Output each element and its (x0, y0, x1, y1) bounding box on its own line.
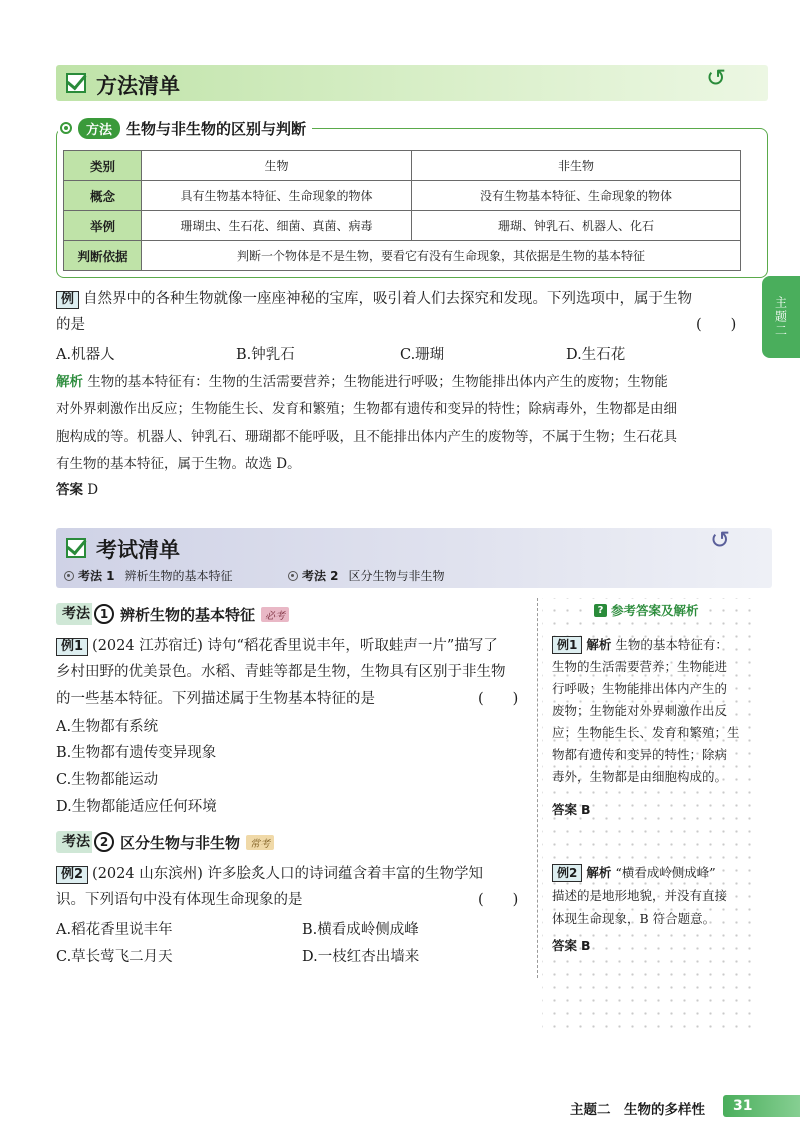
answer-line (56, 477, 98, 505)
answer-value: D (87, 482, 99, 498)
option-d: D.生物都能适应任何环境 (56, 799, 217, 815)
answer-2-line: 描述的是地形地貌，并没有直接 (552, 888, 728, 903)
answer-1-line: 物都有遗传和变异的特性；除病 (552, 747, 728, 762)
check-icon (66, 538, 86, 558)
answer-1-line: 应；生物能生长、发育和繁殖；生 (552, 725, 740, 740)
method-tag: 方法 (78, 118, 120, 139)
kaofa-number: 1 (94, 604, 114, 624)
answer-1-line: 生物的生活需要营养；生物能进 (552, 659, 728, 674)
answer-blank: ( ) (478, 691, 519, 707)
question-line: (2024 江苏宿迁) 诗句“稻花香里说丰年，听取蛙声一片”描写了 (92, 638, 498, 654)
must-badge: 必考 (261, 607, 289, 622)
answer-panel-heading (590, 601, 703, 619)
target-icon (60, 122, 72, 134)
option-d: D.生石花 (566, 347, 626, 363)
analysis-line: 有生物的基本特征，属于生物。故选 D。 (56, 456, 301, 472)
answer-1-line: 毒外，生物都是由细胞构成的。 (552, 769, 728, 784)
table-cell: 判断依据 (64, 241, 142, 271)
analysis-label: 解析 (56, 374, 83, 390)
table-cell: 生物 (142, 151, 412, 181)
answer-value: B (581, 938, 591, 953)
question-line: 的一些基本特征。下列描述属于生物基本特征的是 (56, 691, 375, 707)
answer-1-result (552, 799, 591, 821)
chip-label: 考法 1 (78, 569, 115, 583)
question-line: (2024 山东滨州) 许多脍炙人口的诗词蕴含着丰富的生物学知 (92, 866, 483, 882)
example-tag: 例2 (56, 866, 88, 884)
example-question (56, 861, 531, 887)
answer-panel-title: 参考答案及解析 (611, 603, 699, 618)
option-c: C.草长莺飞二月天 (56, 949, 173, 965)
chapter-tab[interactable]: 主题二 (762, 276, 800, 358)
option-d: D.一枝红杏出墙来 (302, 949, 420, 965)
analysis-line (56, 369, 756, 397)
analysis-line: 对外界刺激作出反应；生物能生长、发育和繁殖；生物都有遗传和变异的特性；除病毒外，生物都是由细 (56, 401, 677, 417)
kaofa-title: 区分生物与非生物 (120, 833, 241, 852)
option-b: B.生物都有遗传变异现象 (56, 745, 217, 761)
answer-1-line (552, 634, 752, 656)
analysis-text: 生物的基本特征有：生物的生活需要营养；生物能进行呼吸；生物能排出体内产生的废物；生物能 (87, 374, 668, 390)
option-a: A.生物都有系统 (56, 719, 159, 735)
chip-label: 考法 2 (302, 569, 339, 583)
question-line: 乡村田野的优美景色。水稻、青蛙等都是生物，生物具有区别于非生物 (56, 664, 506, 680)
method-heading-text: 生物与非生物的区别与判断 (126, 119, 307, 138)
key-icon: ? (594, 604, 607, 617)
analysis-label: 解析 (586, 865, 612, 880)
answer-1-line: 行呼吸；生物能排出体内产生的 (552, 681, 728, 696)
kaofa-title: 辨析生物的基本特征 (120, 605, 256, 624)
table-cell: 珊瑚虫、生石花、细菌、真菌、病毒 (142, 211, 412, 241)
answer-value: B (581, 802, 591, 817)
comparison-table (63, 150, 741, 271)
table-row (64, 151, 741, 181)
panel-divider (537, 598, 538, 978)
example-question (56, 286, 756, 312)
analysis-text: “横看成岭侧成峰” (615, 865, 716, 880)
kaofa-1-heading (56, 603, 289, 625)
question-line: 自然界中的各种生物就像一座座神秘的宝库，吸引着人们去探究和发现。下列选项中，属于生物 (83, 291, 693, 307)
answer-2-line: 体现生命现象，B 符合题意。 (552, 911, 716, 926)
answer-blank: ( ) (696, 317, 737, 333)
option-a: A.机器人 (56, 347, 115, 363)
exam-chip-2 (288, 567, 445, 584)
table-cell: 没有生物基本特征、生命现象的物体 (412, 181, 741, 211)
check-icon (66, 73, 86, 93)
answer-label: 答案 (56, 482, 83, 498)
example-tag: 例1 (552, 636, 582, 654)
page-number: 31 (723, 1095, 800, 1117)
curl-icon: ↺ (710, 526, 731, 554)
example-tag: 例1 (56, 638, 88, 656)
option-a: A.稻花香里说丰年 (56, 922, 173, 938)
answer-label: 答案 (552, 802, 578, 817)
table-cell: 概念 (64, 181, 142, 211)
table-cell: 具有生物基本特征、生命现象的物体 (142, 181, 412, 211)
curl-icon: ↺ (706, 64, 727, 92)
example-question (56, 633, 531, 659)
chip-text: 区分生物与非生物 (348, 569, 445, 583)
example-tag: 例2 (552, 864, 582, 882)
kaofa-number: 2 (94, 832, 114, 852)
answer-blank: ( ) (478, 892, 519, 908)
exam-section-title: 考试清单 (96, 538, 180, 562)
kaofa-label: 考法 (56, 603, 92, 625)
table-row (64, 211, 741, 241)
analysis-text: 生物的基本特征有： (615, 637, 728, 652)
option-b: B.钟乳石 (236, 347, 295, 363)
kaofa-2-heading (56, 831, 274, 853)
target-icon (288, 571, 298, 581)
table-cell: 珊瑚、钟乳石、机器人、化石 (412, 211, 741, 241)
footer-chapter: 主题二 生物的多样性 (570, 1102, 705, 1118)
method-heading (58, 117, 312, 139)
option-b: B.横看成岭侧成峰 (302, 922, 419, 938)
answer-2-line (552, 862, 752, 884)
table-row (64, 181, 741, 211)
exam-chip-1 (64, 567, 233, 584)
table-cell: 举例 (64, 211, 142, 241)
kaofa-label: 考法 (56, 831, 92, 853)
answer-2-result (552, 935, 591, 957)
question-line: 的是 (56, 317, 85, 333)
method-section-title: 方法清单 (96, 74, 180, 98)
target-icon (64, 571, 74, 581)
table-cell: 类别 (64, 151, 142, 181)
frequent-badge: 常考 (246, 835, 274, 850)
question-line: 识。下列语句中没有体现生命现象的是 (56, 892, 303, 908)
option-c: C.珊瑚 (400, 347, 445, 363)
analysis-line: 胞构成的等。机器人、钟乳石、珊瑚都不能呼吸，且不能排出体内产生的废物等，不属于生物；生石花具 (56, 429, 677, 445)
table-cell: 判断一个物体是不是生物，要看它有没有生命现象，其依据是生物的基本特征 (142, 241, 741, 271)
analysis-label: 解析 (586, 637, 612, 652)
answer-label: 答案 (552, 938, 578, 953)
answer-1-line: 废物；生物能对外界刺激作出反 (552, 703, 728, 718)
table-row (64, 241, 741, 271)
example-tag: 例 (56, 291, 79, 309)
option-c: C.生物都能运动 (56, 772, 159, 788)
chip-text: 辨析生物的基本特征 (124, 569, 233, 583)
table-cell: 非生物 (412, 151, 741, 181)
